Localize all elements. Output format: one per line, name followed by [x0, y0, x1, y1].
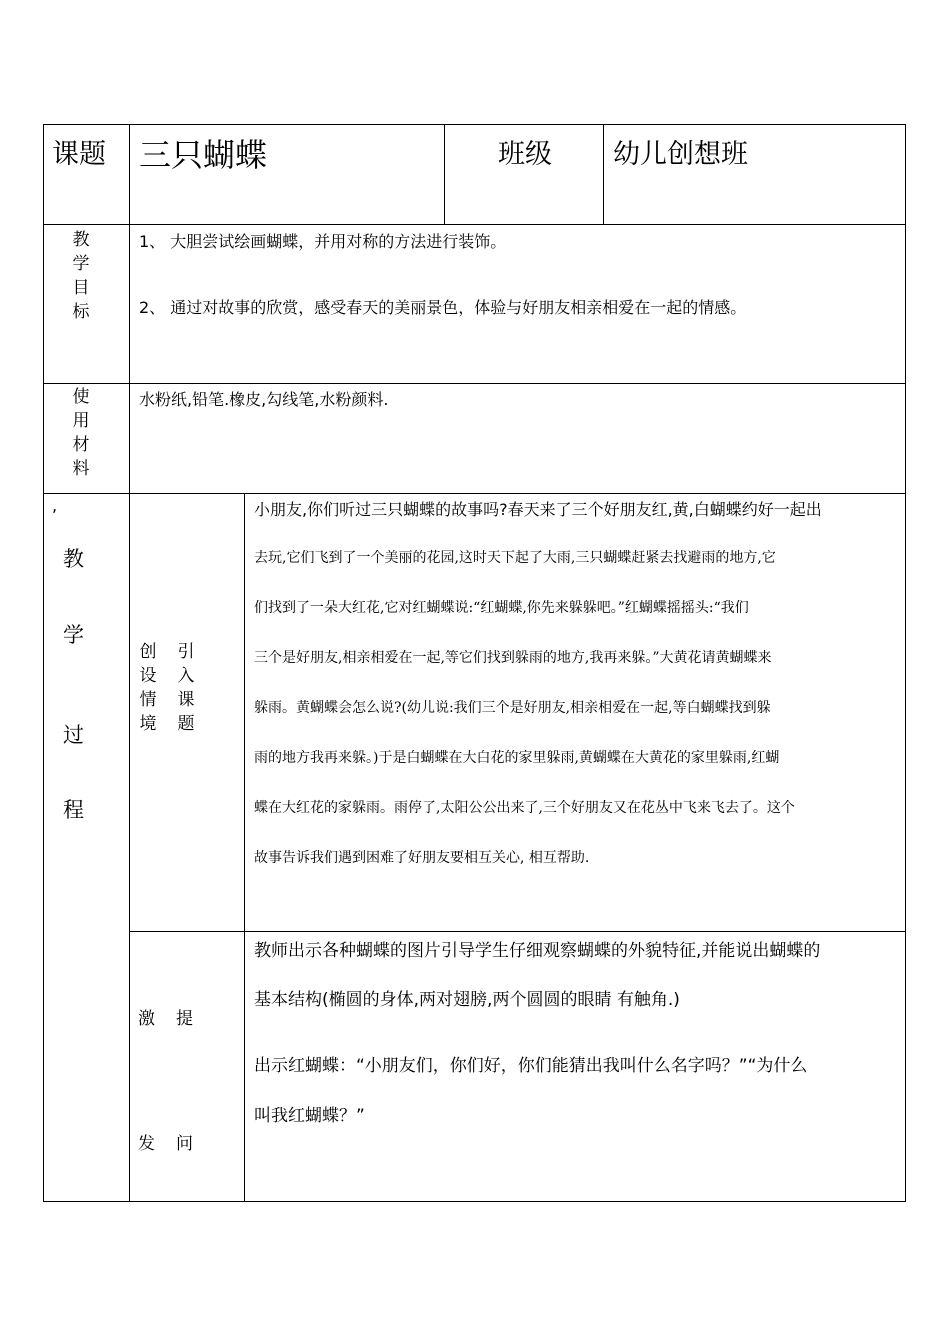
materials-label-char: 材: [72, 435, 90, 455]
story-line: 们找到了一朵大红花,它对红蝴蝶说:“红蝴蝶,你先来躲躲吧。”红蝴蝶摇摇头:“我们: [254, 600, 749, 616]
column-divider-class: [603, 124, 604, 224]
section1-label-char: 题: [177, 714, 195, 734]
section1-label-char: 引: [177, 642, 195, 662]
section1-label-char: 境: [139, 714, 157, 734]
process-mark: ,: [52, 496, 58, 515]
section2-line: 教师出示各种蝴蝶的图片引导学生仔细观察蝴蝶的外貌特征,并能说出蝴蝶的: [254, 941, 821, 961]
table-border-right: [905, 124, 906, 1202]
table-border-left: [43, 124, 44, 1202]
section1-label-char: 创: [139, 642, 157, 662]
story-line: 故事告诉我们遇到困难了好朋友要相互关心, 相互帮助.: [254, 850, 590, 866]
story-line: 三个是好朋友,相亲相爱在一起,等它们找到躲雨的地方,我再来躲。”大黄花请黄蝴蝶来: [254, 650, 772, 666]
process-label-char: 学: [63, 623, 84, 647]
topic-label: 课题: [52, 139, 106, 170]
section1-label-char: 情: [139, 690, 157, 710]
story-line: 去玩,它们飞到了一个美丽的花园,这时天下起了大雨,三只蝴蝶赶紧去找避雨的地方,它: [254, 550, 776, 566]
section2-line: 出示红蝴蝶：“小朋友们，你们好，你们能猜出我叫什么名字吗？”“为什么: [254, 1056, 808, 1076]
row-divider-section1: [129, 931, 906, 932]
story-line: 小朋友,你们听过三只蝴蝶的故事吗?春天来了三个好朋友红,黄,白蝴蝶约好一起出: [254, 500, 822, 519]
process-label-char: 程: [63, 798, 84, 822]
column-divider-label: [129, 124, 130, 1202]
story-line: 蝶在大红花的家躲雨。雨停了,太阳公公出来了,三个好朋友又在花丛中飞来飞去了。这个: [254, 800, 795, 816]
topic-value: 三只蝴蝶: [139, 136, 268, 174]
process-label-char: 过: [63, 723, 84, 747]
story-line: 躲雨。黄蝴蝶会怎么说?(幼儿说:我们三个是好朋友,相亲相爱在一起,等白蝴蝶找到躲: [254, 700, 771, 716]
row-divider-goals: [43, 383, 906, 384]
goals-label: [66, 228, 96, 324]
section2-label-char: 激: [138, 1009, 155, 1029]
section2-line: 叫我红蝴蝶？”: [254, 1106, 365, 1126]
row-divider-header: [43, 224, 906, 225]
materials-label-char: 用: [72, 411, 90, 431]
section1-label-col2: [176, 640, 196, 736]
goals-label-char: 教: [72, 230, 90, 250]
goal-item-2: 2、 通过对故事的欣赏，感受春天的美丽景色，体验与好朋友相亲相爱在一起的情感。: [139, 298, 747, 317]
goals-label-char: 学: [72, 254, 90, 274]
goals-label-char: 标: [72, 302, 90, 322]
table-border-top: [43, 124, 906, 125]
section1-label-char: 设: [139, 666, 157, 686]
section2-line: 基本结构(椭圆的身体,两对翅膀,两个圆圆的眼睛 有触角.): [254, 990, 680, 1010]
section1-label-char: 入: [177, 666, 195, 686]
class-label: 班级: [498, 139, 552, 170]
goal-item-1: 1、 大胆尝试绘画蝴蝶，并用对称的方法进行装饰。: [139, 232, 507, 251]
column-divider-sublabel: [244, 493, 245, 1202]
table-border-bottom: [43, 1201, 906, 1202]
goals-label-char: 目: [72, 278, 90, 298]
process-label-char: 教: [63, 547, 84, 571]
section2-label-char: 发: [138, 1134, 155, 1154]
row-divider-materials: [43, 493, 906, 494]
story-line: 雨的地方我再来躲。)于是白蝴蝶在大白花的家里躲雨,黄蝴蝶在大黄花的家里躲雨,红蝴: [254, 750, 780, 766]
class-value: 幼儿创想班: [613, 139, 748, 170]
materials-value: 水粉纸,铅笔.橡皮,勾线笔,水粉颜料.: [139, 390, 389, 409]
section1-label-char: 课: [177, 690, 195, 710]
materials-label-char: 使: [72, 387, 90, 407]
column-divider-topic: [444, 124, 445, 224]
materials-label: [66, 385, 96, 481]
section2-label-char: 提: [176, 1009, 193, 1029]
section2-label-char: 问: [176, 1134, 193, 1154]
section1-label-col1: [138, 640, 158, 736]
materials-label-char: 料: [72, 459, 90, 479]
